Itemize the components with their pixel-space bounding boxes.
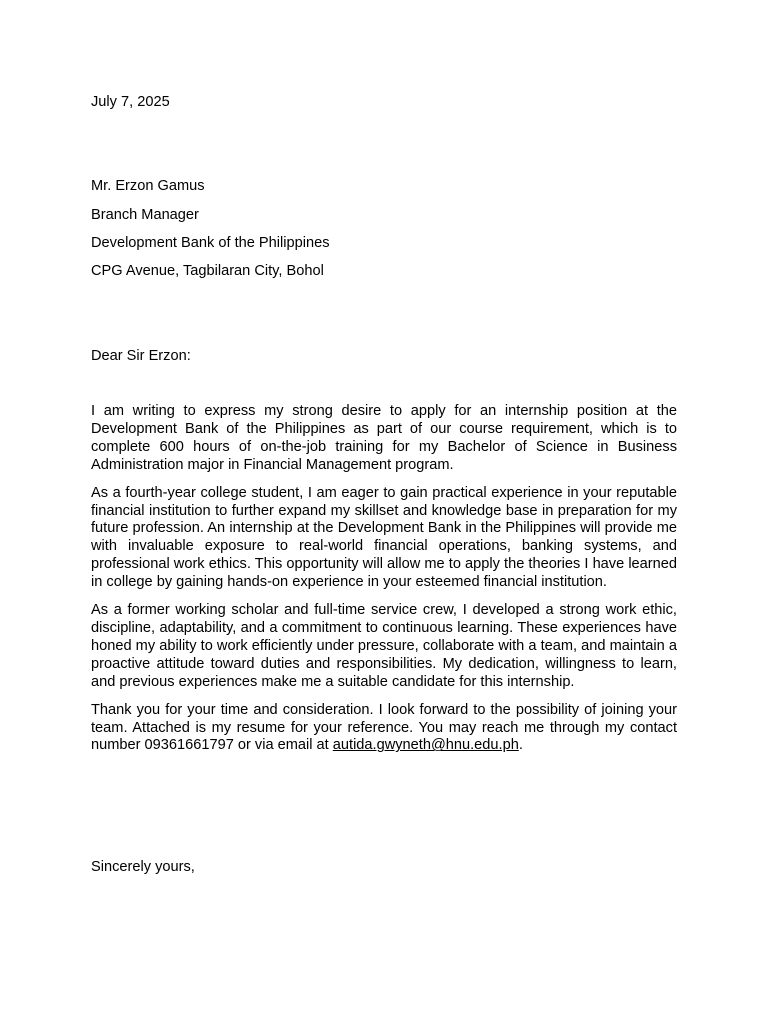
salutation: Dear Sir Erzon: (91, 348, 191, 364)
closing-paragraph-text: Thank you for your time and consideration. I look forward to the possibility of joining your team. Attached is my resume for your reference. You may reach me through my contact number 09361661797 or via email at (91, 701, 677, 754)
recipient-address: CPG Avenue, Tagbilaran City, Bohol (91, 263, 324, 279)
body-paragraph-3: As a former working scholar and full-time service crew, I developed a strong work ethic, discipline, adaptability, and a commitment to continuous learning. These experiences have honed my ability to work efficiently under pressure, collaborate with a team, and maintain a proactive attitude toward duties and responsibilities. My dedication, willingness to learn, and previous experiences make me a suitable candidate for this internship. (91, 602, 677, 690)
email-link[interactable]: autida.gwyneth@hnu.edu.ph (332, 737, 519, 754)
body-paragraph-2: As a fourth-year college student, I am eager to gain practical experience in your reputable financial institution to further expand my skillset and knowledge base in preparation for my future profession. An internship at the Development Bank in the Philippines will provide me with invaluable exposure to real-world financial operations, banking systems, and professional work ethics. This opportunity will allow me to apply the theories I have learned in college by gaining hands-on experience in your esteemed financial institution. (91, 484, 677, 591)
recipient-name: Mr. Erzon Gamus (91, 178, 205, 194)
closing-line: Sincerely yours, (91, 859, 195, 875)
closing-paragraph-period: . (518, 737, 523, 754)
body-paragraph-4 (91, 702, 677, 756)
letter-body (91, 403, 677, 765)
recipient-organization: Development Bank of the Philippines (91, 235, 330, 251)
body-paragraph-1: I am writing to express my strong desire to apply for an internship position at the Development Bank of the Philippines as part of our course requirement, which is to complete 600 hours of on-the-job training for my Bachelor of Science in Business Administration major in Financial Management program. (91, 403, 677, 473)
recipient-title: Branch Manager (91, 207, 199, 223)
letter-date: July 7, 2025 (91, 94, 170, 110)
